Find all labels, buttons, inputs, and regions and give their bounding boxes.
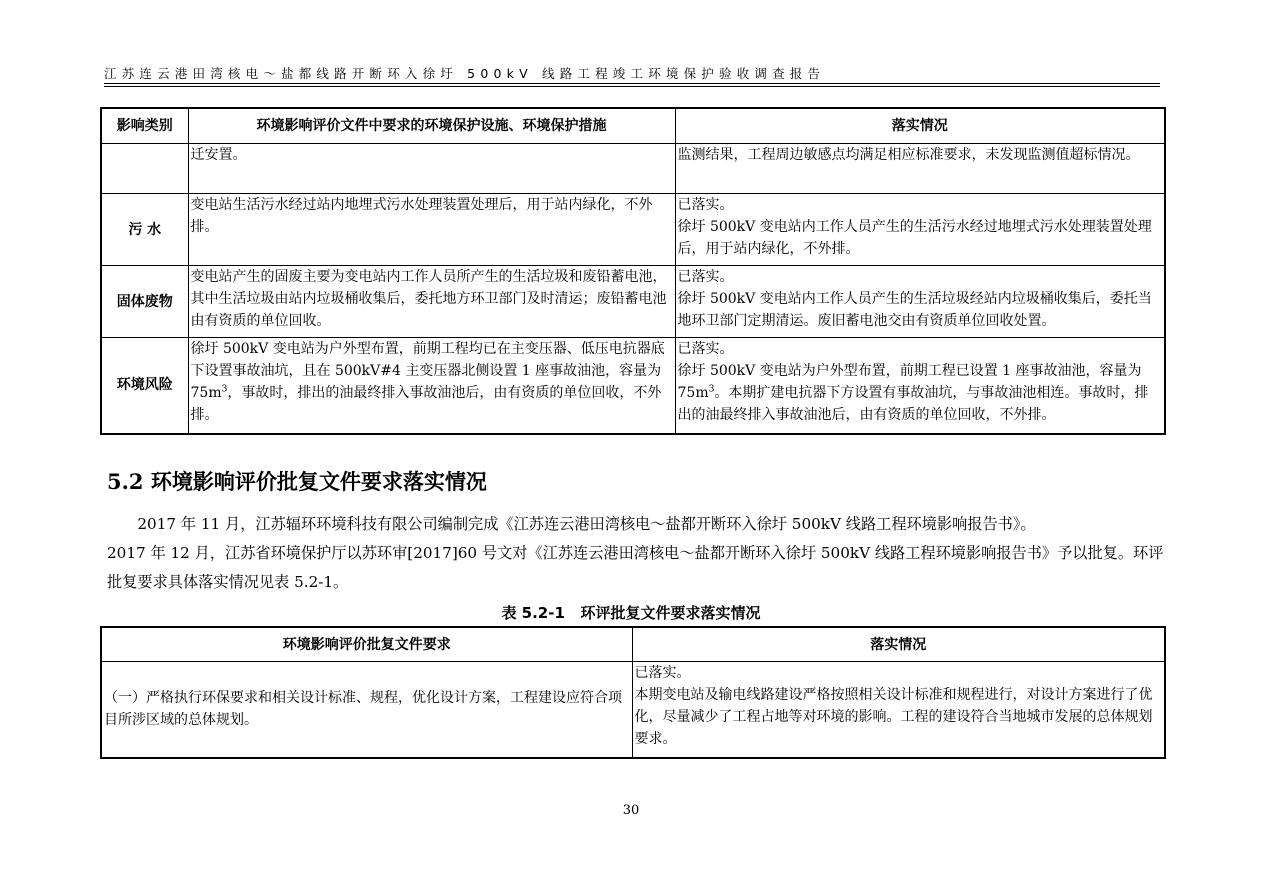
table-row: [101, 662, 1165, 758]
table-header-row: [101, 108, 1165, 144]
status-cell: [675, 338, 1165, 434]
table-header-row: [101, 627, 1165, 662]
category-cell: 固体废物: [101, 266, 188, 338]
status-line: [678, 360, 1163, 426]
status-cell: [675, 194, 1165, 266]
table-row: [101, 266, 1165, 338]
approval-table: [100, 626, 1166, 759]
measure-cell: 变电站产生的固废主要为变电站内工作人员所产生的生活垃圾和废铅蓄电池，其中生活垃圾由站内垃圾桶收集后，委托地方环卫部门及时清运；废铅蓄电池由有资质的单位回收。: [188, 266, 675, 338]
requirement-cell: （一）严格执行环保要求和相关设计标准、规程，优化设计方案，工程建设应符合项目所涉区域的总体规划。: [101, 662, 632, 758]
page-header: 江苏连云港田湾核电～盐都线路开断环入徐圩 500kV 线路工程竣工环境保护验收调查报告: [104, 66, 826, 81]
paragraph: 2017 年 11 月，江苏辐环环境科技有限公司编制完成《江苏连云港田湾核电～盐都开断环入徐圩 500kV 线路工程环境影响报告书》。: [137, 515, 1036, 533]
status-line: 已落实。: [677, 269, 734, 285]
section-title: 5.2 环境影响评价批复文件要求落实情况: [107, 469, 487, 494]
superscript: 3: [708, 384, 715, 395]
status-cell: [675, 266, 1165, 338]
table-caption: 表 5.2-1 环评批复文件要求落实情况: [501, 604, 761, 622]
status-text: 。本期扩建电抗器下方设置有事故油坑，与事故油池相连。事故时，排出的油最终排入事故油池后，由有资质的单位回收，不外排。: [677, 385, 1149, 423]
table-row: [101, 338, 1165, 434]
col-header-requirement: 环境影响评价批复文件要求: [101, 627, 632, 662]
measure-text: ，事故时，排出的油最终排入事故油池后，由有资质的单位回收，不外排。: [190, 385, 662, 423]
paragraph: 2017 年 12 月，江苏省环境保护厅以苏环审[2017]60 号文对《江苏连云港田湾核电～盐都开断环入徐圩 500kV 线路工程环境影响报告书》予以批复。环评批复要求具体落实情况见表 5.2-1。: [107, 544, 1164, 591]
status-line: 已落实。: [677, 341, 734, 357]
status-line: 本期变电站及输电线路建设严格按照相关设计标准和规程进行，对设计方案进行了优化，尽量减少了工程占地等对环境的影响。工程的建设符合当地城市发展的总体规划要求。: [634, 687, 1153, 747]
category-cell: 污 水: [101, 194, 188, 266]
col-header-category: 影响类别: [101, 108, 188, 144]
measure-cell: 迁安置。: [188, 144, 675, 194]
body-text: [107, 510, 1165, 597]
status-text: 徐圩 500kV 变电站为户外型布置，前期工程已设置 1 座事故油池，容量为 75m: [677, 363, 1142, 401]
measure-cell: [188, 338, 675, 434]
measures-table: [100, 107, 1166, 435]
status-line: 徐圩 500kV 变电站内工作人员产生的生活垃圾经站内垃圾桶收集后，委托当地环卫部门定期清运。废旧蓄电池交由有资质单位回收处置。: [677, 291, 1152, 329]
status-cell: [632, 662, 1165, 758]
col-header-status: 落实情况: [632, 627, 1165, 662]
status-cell: 监测结果，工程周边敏感点均满足相应标准要求，未发现监测值超标情况。: [675, 144, 1165, 194]
header-rule-double: [104, 86, 1160, 87]
header-rule: [104, 83, 1160, 84]
category-cell: 环境风险: [101, 338, 188, 434]
measure-cell: 变电站生活污水经过站内地埋式污水处理装置处理后，用于站内绿化，不外排。: [188, 194, 675, 266]
category-cell: [101, 144, 188, 194]
page-number: 30: [622, 803, 640, 818]
status-line: 已落实。: [634, 665, 691, 681]
table-row: [101, 144, 1165, 194]
status-line: 已落实。: [677, 197, 734, 213]
col-header-measures: 环境影响评价文件中要求的环境保护设施、环境保护措施: [188, 108, 675, 144]
col-header-status: 落实情况: [675, 108, 1165, 144]
measure-text: 徐圩 500kV 变电站为户外型布置，前期工程均已在主变压器、低压电抗器底下设置事故油坑，且在 500kV#4 主变压器北侧设置 1 座事故油池，容量为 75m: [190, 341, 665, 401]
status-line: 徐圩 500kV 变电站内工作人员产生的生活污水经过地埋式污水处理装置处理后，用于站内绿化，不外排。: [677, 219, 1152, 257]
superscript: 3: [221, 384, 228, 395]
table-row: [101, 194, 1165, 266]
